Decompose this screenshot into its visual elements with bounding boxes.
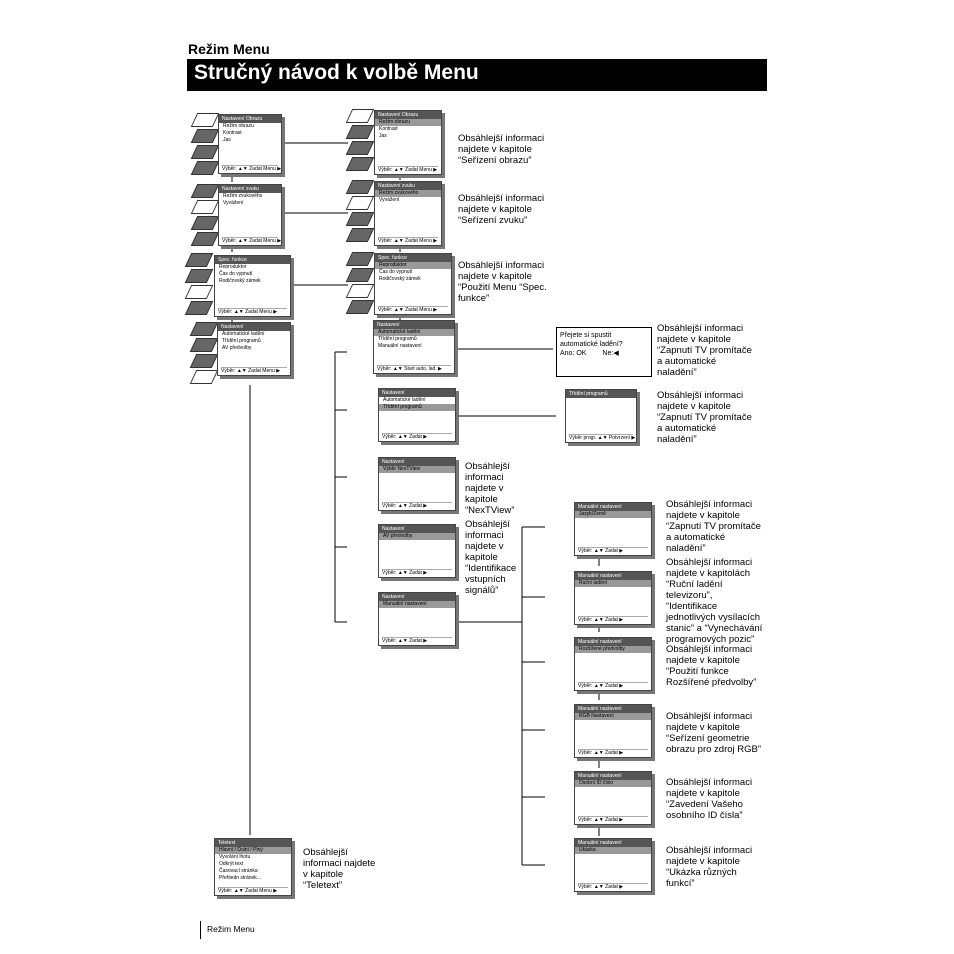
- menu-manual-rgb-item[interactable]: RGB Nastavení: [575, 713, 651, 720]
- menu-program-sort[interactable]: [565, 389, 637, 443]
- menu-sound-item[interactable]: Vyvážení: [223, 200, 244, 206]
- autotune-question: Přejete si spustit automatické ladění?: [560, 332, 623, 348]
- note-manual-lang: Obsáhlejší informaci najdete v kapitole “Zapnutí TV promítače a automatické naladění”: [666, 499, 761, 554]
- menu-manual-rgb-foot: Výběr: ▲▼ Zadat ▶: [578, 749, 648, 756]
- menu-program-sort-foot: Výběr progr. ▲▼ Potvrzení ▶: [569, 435, 636, 441]
- footer-bar: [200, 921, 201, 939]
- menu-manual-lang-item[interactable]: Jazyk/Země: [575, 511, 651, 518]
- menu-teletext-item[interactable]: Přehledn stránek...: [219, 875, 261, 881]
- menu-spec-item[interactable]: Rodičovský zámek: [219, 278, 261, 284]
- menu-manual-lang[interactable]: [574, 502, 652, 556]
- menu-tabs-left-4[interactable]: [193, 322, 215, 386]
- menu-spec-item[interactable]: Reproduktor: [219, 264, 247, 270]
- menu-setup-av-item[interactable]: AV předvolby: [379, 533, 455, 540]
- menu-setup-foot: Výběr: ▲▼ Zadat Menu ▶: [221, 367, 287, 374]
- menu-manual-tuning-title: Manuální nastavení: [575, 572, 651, 580]
- menu-setup-manual-foot: Výběr: ▲▼ Zadat ▶: [382, 637, 452, 644]
- menu-manual-lang-title: Manuální nastavení: [575, 503, 651, 511]
- menu-manual-demo-foot: Výběr: ▲▼ Zadat ▶: [578, 883, 648, 890]
- autotune-yes[interactable]: Ano: OK: [560, 350, 587, 357]
- menu-picture-foot: Výběr: ▲▼ Zadat Menu ▶: [222, 166, 282, 172]
- menu-manual-rgb-title: Manuální nastavení: [575, 705, 651, 713]
- menu-setup-autotune-item[interactable]: Automatické ladění: [374, 329, 454, 336]
- menu-picture-detail[interactable]: [374, 110, 442, 175]
- note-spec: Obsáhlejší informaci najdete v kapitole “Použití Menu “Spec. funkce”: [458, 260, 547, 304]
- menu-picture-detail-foot: Výběr: ▲▼ Zadat Menu ▶: [378, 167, 438, 173]
- menu-manual-rgb[interactable]: [574, 704, 652, 758]
- menu-teletext-item[interactable]: Odkrýt text: [219, 861, 244, 867]
- menu-spec-detail[interactable]: [374, 253, 452, 315]
- menu-picture-detail-title: Nastavení Obrazu: [375, 111, 441, 119]
- note-manual-preset: Obsáhlejší informaci najdete v kapitole “Použití funkce Rozšířené předvolby”: [666, 644, 757, 688]
- menu-setup-item[interactable]: Třídění programů: [222, 338, 261, 344]
- menu-spec-detail-item[interactable]: Reproduktor: [375, 262, 451, 269]
- menu-sound-detail[interactable]: [374, 181, 442, 246]
- menu-setup-manual-title: Nastavení: [379, 593, 455, 601]
- menu-picture-detail-item[interactable]: Jas: [379, 133, 387, 139]
- menu-tabs-left-2[interactable]: [194, 184, 216, 248]
- note-sort: Obsáhlejší informaci najdete v kapitole “Zapnutí TV promítače a automatické naladění”: [657, 390, 752, 445]
- menu-teletext[interactable]: [214, 838, 292, 896]
- menu-manual-preset[interactable]: [574, 637, 652, 691]
- menu-spec-title: Spec. funkce: [215, 256, 290, 264]
- note-manual-tuning: Obsáhlejší informaci najdete v kapitolách “Ruční ladění televizoru”, “Identifikace jednotlivých vysílacích stanic” a “Vynechávání programových pozic”: [666, 557, 763, 645]
- menu-spec-detail-foot: Výběr: ▲▼ Zadat Menu ▶: [378, 306, 448, 313]
- menu-setup-autotune-item[interactable]: Třídění programů: [378, 336, 417, 342]
- menu-setup-item[interactable]: AV předvolby: [222, 345, 252, 351]
- menu-setup-sort-item[interactable]: Automatické ladění: [383, 397, 426, 403]
- note-manual-id: Obsáhlejší informaci najdete v kapitole “Zavedení Vašeho osobního ID čísla”: [666, 777, 753, 821]
- menu-setup-av-foot: Výběr: ▲▼ Zadat ▶: [382, 569, 452, 576]
- menu-setup-autotune-item[interactable]: Manuální nastavení: [378, 343, 422, 349]
- autotune-dialog[interactable]: [556, 327, 652, 377]
- menu-sound-foot: Výběr: ▲▼ Zadat Menu ▶: [222, 238, 282, 244]
- menu-picture-item[interactable]: Režim obrazu: [223, 123, 254, 129]
- menu-setup-av-title: Nastavení: [379, 525, 455, 533]
- menu-manual-tuning-item[interactable]: Ruční ladění: [575, 580, 651, 587]
- menu-sound-detail-item[interactable]: Režim zvukového: [375, 190, 441, 197]
- menu-manual-preset-item[interactable]: Rozšířené předvolby: [575, 646, 651, 653]
- menu-picture-item[interactable]: Kontrast: [223, 130, 242, 136]
- menu-setup-item[interactable]: Automatické ladění: [222, 331, 265, 337]
- menu-manual-id[interactable]: [574, 771, 652, 825]
- menu-spec[interactable]: [214, 255, 291, 317]
- menu-tabs-left-3[interactable]: [188, 253, 210, 317]
- note-sound: Obsáhlejší informaci najdete v kapitole “Seřízení zvuku”: [458, 193, 545, 226]
- note-nextview: Obsáhlejší informaci najdete v kapitole “NexTView”: [465, 461, 515, 516]
- menu-sound-detail-item[interactable]: Vyvážení: [379, 197, 400, 203]
- note-manual-demo: Obsáhlejší informaci najdete v kapitole “Ukázka různých funkcí”: [666, 845, 753, 889]
- menu-manual-lang-foot: Výběr: ▲▼ Zadat ▶: [578, 547, 648, 554]
- menu-manual-id-foot: Výběr: ▲▼ Zadat ▶: [578, 816, 648, 823]
- menu-setup-nextview[interactable]: [378, 457, 456, 511]
- footer-label: Režim Menu: [207, 924, 255, 934]
- menu-program-sort-title: Třídění programů: [566, 390, 636, 398]
- menu-manual-preset-title: Manuální nastavení: [575, 638, 651, 646]
- menu-setup-autotune[interactable]: [373, 320, 455, 374]
- menu-manual-id-item[interactable]: Osobní ID číslo: [575, 780, 651, 787]
- menu-spec-detail-item[interactable]: Rodičovský zámek: [379, 276, 421, 282]
- menu-manual-preset-foot: Výběr: ▲▼ Zadat ▶: [578, 682, 648, 689]
- menu-setup-sort-item[interactable]: Třídění programů: [379, 404, 455, 411]
- menu-manual-tuning[interactable]: [574, 571, 652, 625]
- menu-setup-sort[interactable]: [378, 388, 456, 442]
- note-av: Obsáhlejší informaci najdete v kapitole “Identifikace vstupních signálů”: [465, 519, 517, 596]
- menu-spec-detail-item[interactable]: Čas do vypnutí: [379, 269, 413, 275]
- menu-setup[interactable]: [217, 322, 291, 376]
- menu-setup-av[interactable]: [378, 524, 456, 578]
- autotune-no[interactable]: Ne:◀: [602, 350, 619, 357]
- menu-setup-sort-foot: Výběr: ▲▼ Zadat ▶: [382, 433, 452, 440]
- menu-manual-demo-item[interactable]: Ukázka: [575, 847, 651, 854]
- menu-sound[interactable]: [218, 184, 282, 246]
- menu-teletext-item[interactable]: Časovací stránka: [219, 868, 258, 874]
- menu-setup-nextview-title: Nastavení: [379, 458, 455, 466]
- menu-manual-tuning-foot: Výběr: ▲▼ Zadat ▶: [578, 616, 648, 623]
- menu-sound-item[interactable]: Režim zvukového: [223, 193, 263, 199]
- section-title: Režim Menu: [188, 41, 270, 57]
- note-autotune: Obsáhlejší informaci najdete v kapitole “Zapnutí TV promítače a automatické naladění”: [657, 323, 752, 378]
- menu-spec-item[interactable]: Čas do vypnutí: [219, 271, 253, 277]
- menu-tabs-right-2[interactable]: [349, 180, 371, 244]
- menu-setup-nextview-foot: Výběr: ▲▼ Zadat ▶: [382, 502, 452, 509]
- menu-manual-demo[interactable]: [574, 838, 652, 892]
- menu-teletext-item[interactable]: Hlavní / Dolní / Plný: [215, 847, 291, 854]
- menu-tabs-right-3[interactable]: [349, 252, 371, 316]
- menu-setup-autotune-foot: Výběr: ▲▼ Start auto. lad. ▶: [377, 365, 451, 372]
- menu-setup-title: Nastavení: [218, 323, 290, 331]
- page-title: Stručný návod k volbě Menu: [194, 61, 479, 84]
- menu-picture[interactable]: [218, 114, 282, 174]
- menu-spec-foot: Výběr: ▲▼ Zadat Menu ▶: [218, 308, 287, 315]
- menu-teletext-item[interactable]: Vyvolání lhotu: [219, 854, 251, 860]
- menu-picture-detail-item[interactable]: Kontrast: [379, 126, 398, 132]
- note-picture: Obsáhlejší informaci najdete v kapitole “Seřízení obrazu”: [458, 133, 545, 166]
- note-manual-rgb: Obsáhlejší informaci najdete v kapitole “Seřízení geometrie obrazu pro zdroj RGB”: [666, 711, 762, 755]
- menu-manual-demo-title: Manuální nastavení: [575, 839, 651, 847]
- menu-setup-manual[interactable]: [378, 592, 456, 646]
- menu-setup-nextview-item[interactable]: Výběr NexTView: [379, 466, 455, 473]
- menu-picture-item[interactable]: Jas: [223, 137, 231, 143]
- menu-sound-detail-title: Nastavení zvuku: [375, 182, 441, 190]
- menu-sound-detail-foot: Výběr: ▲▼ Zadat Menu ▶: [378, 238, 438, 244]
- menu-manual-id-title: Manuální nastavení: [575, 772, 651, 780]
- menu-setup-sort-title: Nastavení: [379, 389, 455, 397]
- menu-teletext-title: Teletext: [215, 839, 291, 847]
- menu-setup-autotune-title: Nastavení: [374, 321, 454, 329]
- menu-tabs-left-1[interactable]: [194, 113, 216, 177]
- menu-setup-manual-item[interactable]: Manuální nastavení: [379, 601, 455, 608]
- menu-picture-title: Nastavení Obrazu: [219, 115, 281, 123]
- menu-teletext-foot: Výběr: ▲▼ Zadat Menu ▶: [218, 887, 288, 894]
- menu-picture-detail-item[interactable]: Režim obrazu: [375, 119, 441, 126]
- note-teletext: Obsáhlejší informaci najdete v kapitole “Teletext”: [303, 847, 376, 891]
- menu-tabs-right-1[interactable]: [349, 109, 371, 173]
- menu-spec-detail-title: Spec. funkce: [375, 254, 451, 262]
- menu-sound-title: Nastavení zvuku: [219, 185, 281, 193]
